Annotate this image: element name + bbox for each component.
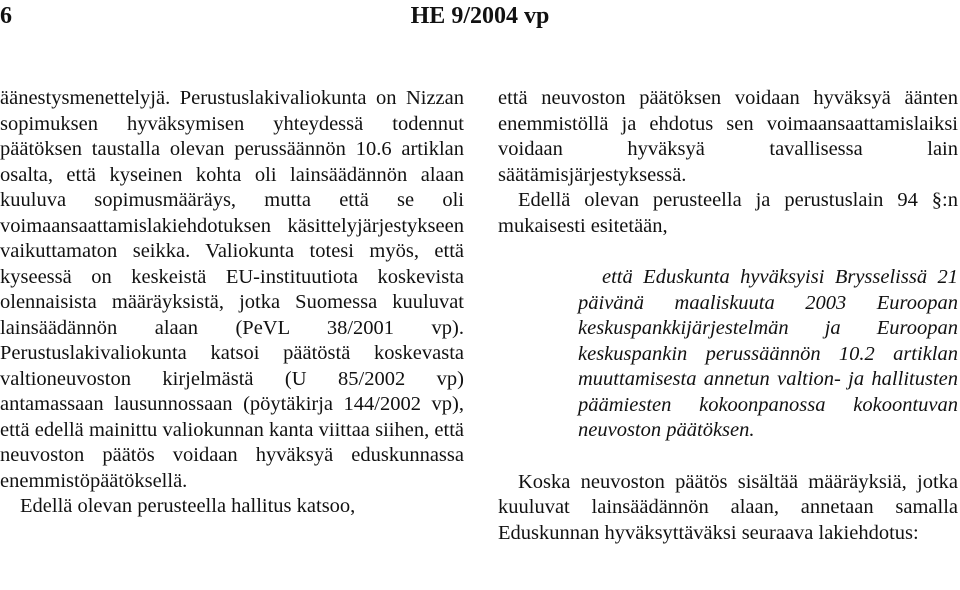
body-paragraph: Edellä olevan perusteella hallitus katsoo, [20,495,356,517]
page-number: 6 [0,3,12,29]
body-paragraph: äänestysmenettelyjä. Perustuslakivaliokunta on Nizzan sopimuksen hyväksymisen yhteydessä todennut päätöksen taustalla olevan perussäännön 10.6 artiklan osalta, että kyseinen kohta oli lainsäädännön alaan kuuluva sopimusmääräys, mutta että se oli voimaansaattamislakiehdotuksen käsittelyjärjestykseen vaikuttamaton seikka. Valiokunta totesi myös, että kyseessä on keskeistä EU-instituutiota koskevista olennaisista määräyksistä, jotka Suomessa kuuluvat lainsäädännön alaan (PeVL 38/2001 vp). Perustuslakivaliokunta katsoi päätöstä koskevasta valtioneuvoston kirjelmästä (U 85/2002 vp) antamassaan lausunnossaan (pöytäkirja 144/2002 vp), että edellä mainittu valiokunnan kanta viittaa siihen, että neuvoston päätös voidaan hyväksyä eduskunnassa enemmistöpäätöksellä. [0,87,464,492]
page-header [0,0,960,40]
body-paragraph: että neuvoston päätöksen voidaan hyväksyä äänten enemmistöllä ja ehdotus sen voimaansaattamislaiksi voidaan hyväksyä tavallisessa lain säätämisjärjestyksessä. [498,87,958,186]
left-column [0,86,464,520]
right-column [498,86,958,546]
decision-proposal: että Eduskunta hyväksyisi Brysselissä 21 päivänä maaliskuuta 2003 Euroopan keskuspankkijärjestelmän ja Euroopan keskuspankin perussäännön 10.2 artiklan muuttamisesta annetun valtion- ja hallitusten päämiesten kokoonpanossa kokoontuvan neuvoston päätöksen. [578,266,958,441]
body-paragraph: Edellä olevan perusteella ja perustuslain 94 §:n mukaisesti esitetään, [498,189,958,237]
body-paragraph: Koska neuvoston päätös sisältää määräyksiä, jotka kuuluvat lainsäädännön alaan, annetaan samalla Eduskunnan hyväksyttäväksi seuraava lakiehdotus: [498,470,958,544]
document-reference: HE 9/2004 vp [410,3,550,29]
